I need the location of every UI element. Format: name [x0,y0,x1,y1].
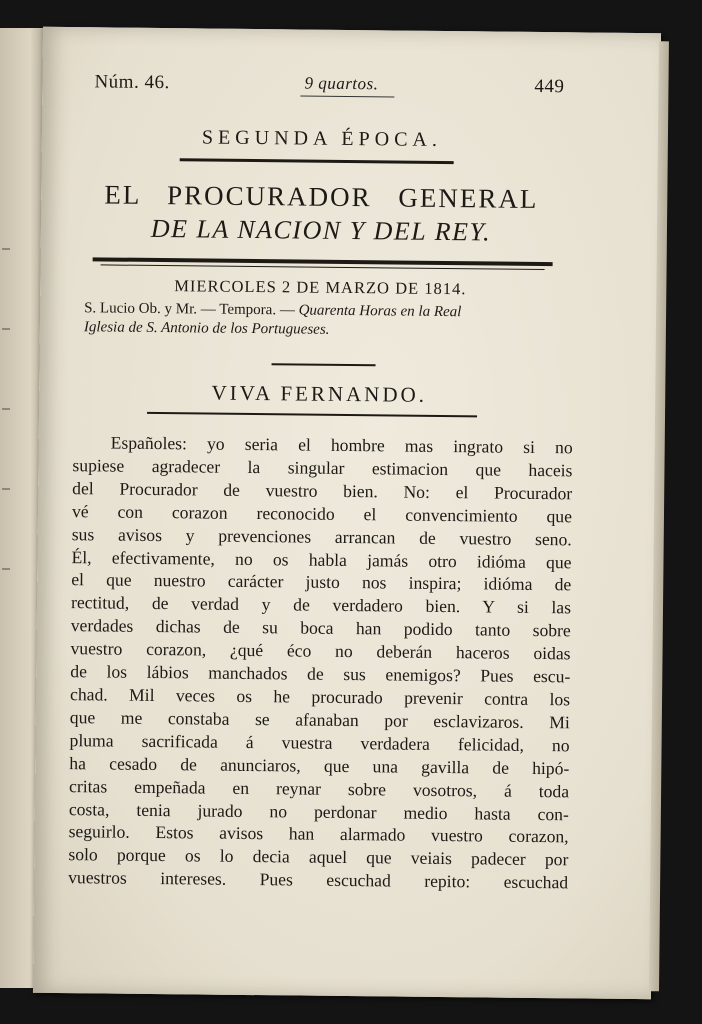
article-line: Españoles: yo seria el hombre mas ingrato si no [110,432,573,458]
page-edge [649,41,669,991]
article-line: Él, efectivamente, no os habla jamás otro idióma que [71,546,572,572]
article-line: verdades dichas de su boca han podido tanto sobre [70,615,571,641]
article-line: de los lábios manchados de sus enemigos? Pues escu- [70,661,571,687]
article-line: sus avisos y prevenciones arrancan de vuestro seno. [71,523,572,549]
section-heading: VIVA FERNANDO. [211,380,428,407]
article-line: el que nuestro carácter justo nos inspira; idióma de [71,569,572,595]
article-line: costa, tenia jurado no perdonar medio hasta con- [68,798,569,824]
newspaper-page [33,27,661,999]
article-line: solo porque os lo decia aquel que veiais padecer por [68,844,569,870]
article-line: vé con corazon reconocido el convencimiento que [71,500,573,527]
rule-under-heading [147,412,477,417]
facing-page-mark [2,488,10,490]
article-line: pluma sacrificada á vuestra verdadera felicidad, no [69,729,570,756]
newspaper-subtitle: DE LA NACION Y DEL REY. [150,213,492,247]
article-line: vuestros intereses. Pues escuchad repito: escuchad [68,867,569,893]
rule-under-epoch [180,158,454,164]
saints-line-2: Iglesia de S. Antonio de los Portugueses. [83,319,330,338]
saints-line-1-b: Quarenta Horas en la Real [298,302,462,321]
saints-of-the-day [84,299,604,342]
article-line: rectitud, de verdad y de verdadero bien. Y si las [70,592,572,618]
edition-epoch: SEGUNDA ÉPOCA. [201,126,443,151]
article-line: critas empeñada en reynar sobre vosotros, á toda [69,775,570,801]
article-line: chad. Mil veces os he procurado prevenir contra los [69,684,571,710]
issue-number: Núm. 46. [94,71,170,94]
newspaper-title: EL PROCURADOR GENERAL [104,179,539,214]
facing-page-mark [2,328,10,330]
price-underline [300,95,394,97]
issue-price: 9 quartos. [304,73,379,94]
facing-page-mark [2,248,10,250]
article-line: ha cesado de anunciaros, que una gavilla de hipó- [69,752,570,779]
saints-line-1-a: S. Lucio Ob. y Mr. — Tempora. — [84,300,299,319]
page-number: 449 [534,75,565,98]
issue-date: MIERCOLES 2 DE MARZO DE 1814. [174,276,467,299]
article-line: que me constaba se afanaban por esclavizaros. Mi [69,706,570,733]
ornament-rule [272,363,376,366]
facing-page-mark [2,568,10,570]
article-line: vuestro corazon, ¿qué éco no deberán haceros oidas [70,638,571,664]
article-body [68,431,573,894]
facing-page-mark [2,408,10,410]
article-line: del Procurador de vuestro bien. No: el Procurador [72,477,573,504]
article-line: supiese agradecer la singular estimacion que haceis [72,455,573,481]
article-line: seguirlo. Estos avisos han alarmado vuestro corazon, [68,821,569,847]
